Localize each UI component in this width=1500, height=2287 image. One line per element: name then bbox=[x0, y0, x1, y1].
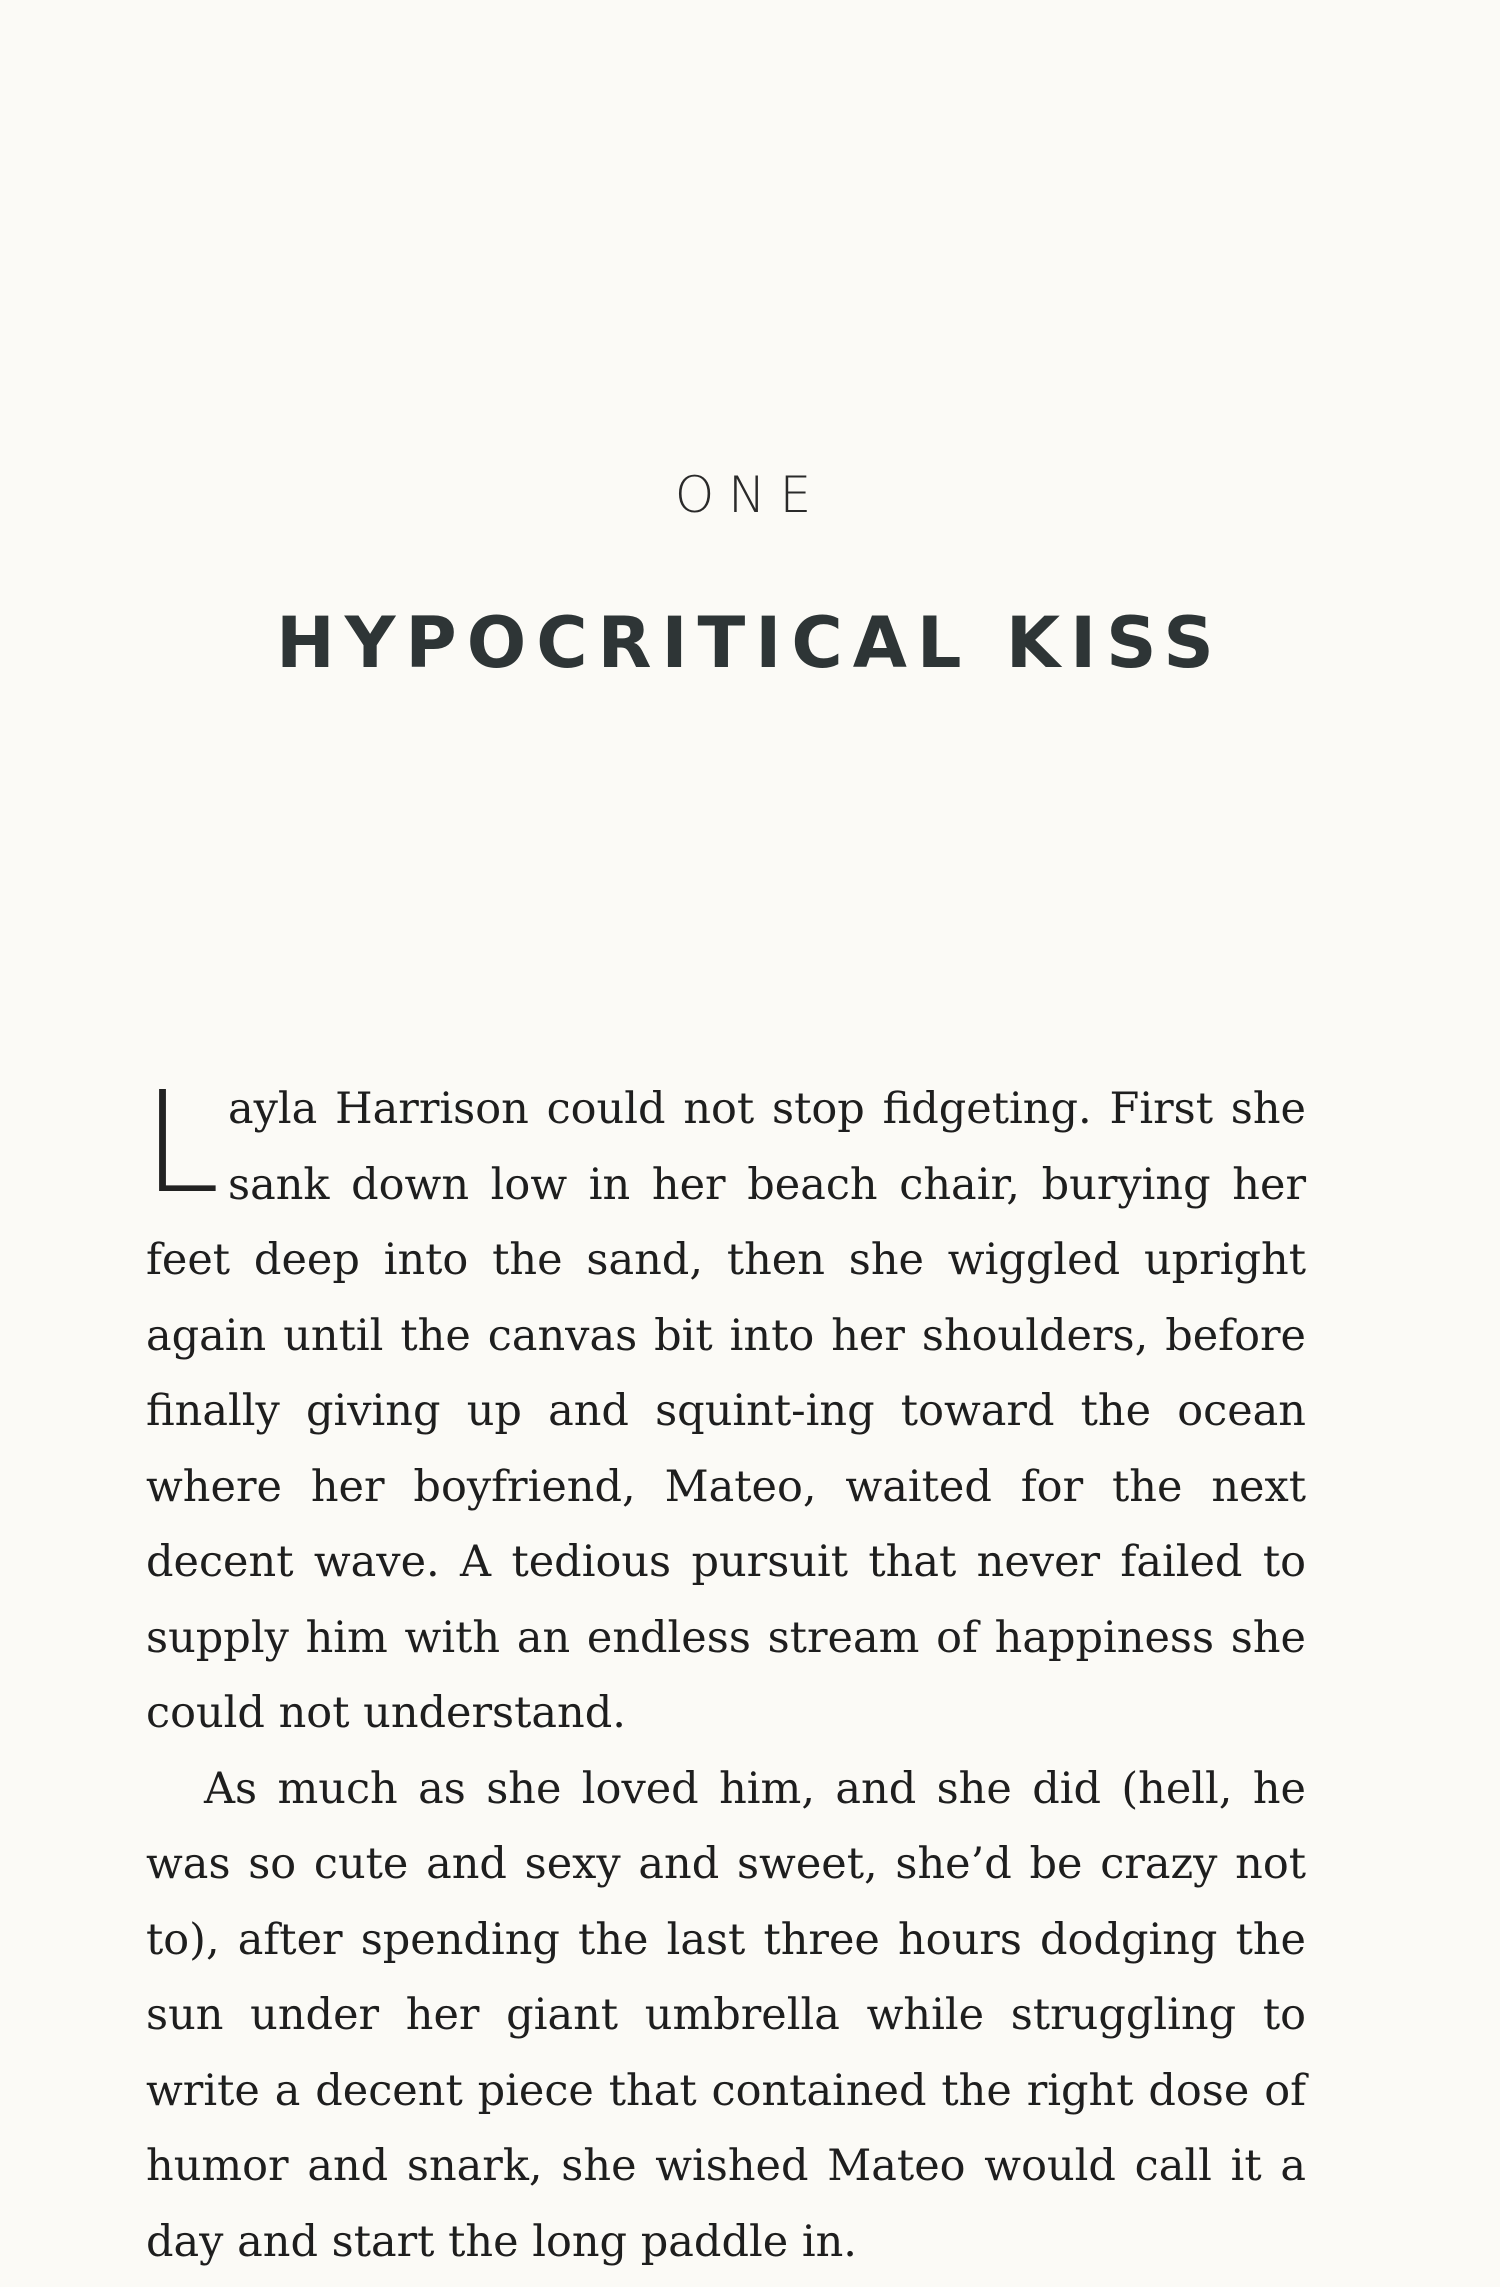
paragraph-1 bbox=[142, 1062, 1306, 1752]
chapter-body bbox=[142, 1062, 1306, 2280]
chapter-number: ONE bbox=[674, 466, 826, 524]
paragraph-1-text: ayla Harrison could not stop fidgeting. First she sank down low in her beach chair, burying her feet deep into the sand, then she wiggled upright again until the canvas bit into her shoulders, before finally giving up and squint-ing toward the ocean where her boyfriend, Mateo, waited for the next decent wave. A tedious pursuit that never failed to supply him with an endless stream of happiness she could not understand. bbox=[146, 1084, 1306, 1738]
paragraph-2: As much as she loved him, and she did (hell, he was so cute and sexy and sweet, she’d be crazy not to), after spending the last three hours dodging the sun under her giant umbrella while struggling to write a decent piece that contained the right dose of humor and snark, she wished Mateo would call it a day and start the long paddle in. bbox=[146, 1763, 1306, 2267]
chapter-title: HYPOCRITICAL KISS bbox=[276, 602, 1224, 684]
drop-cap: L bbox=[142, 1062, 220, 1225]
